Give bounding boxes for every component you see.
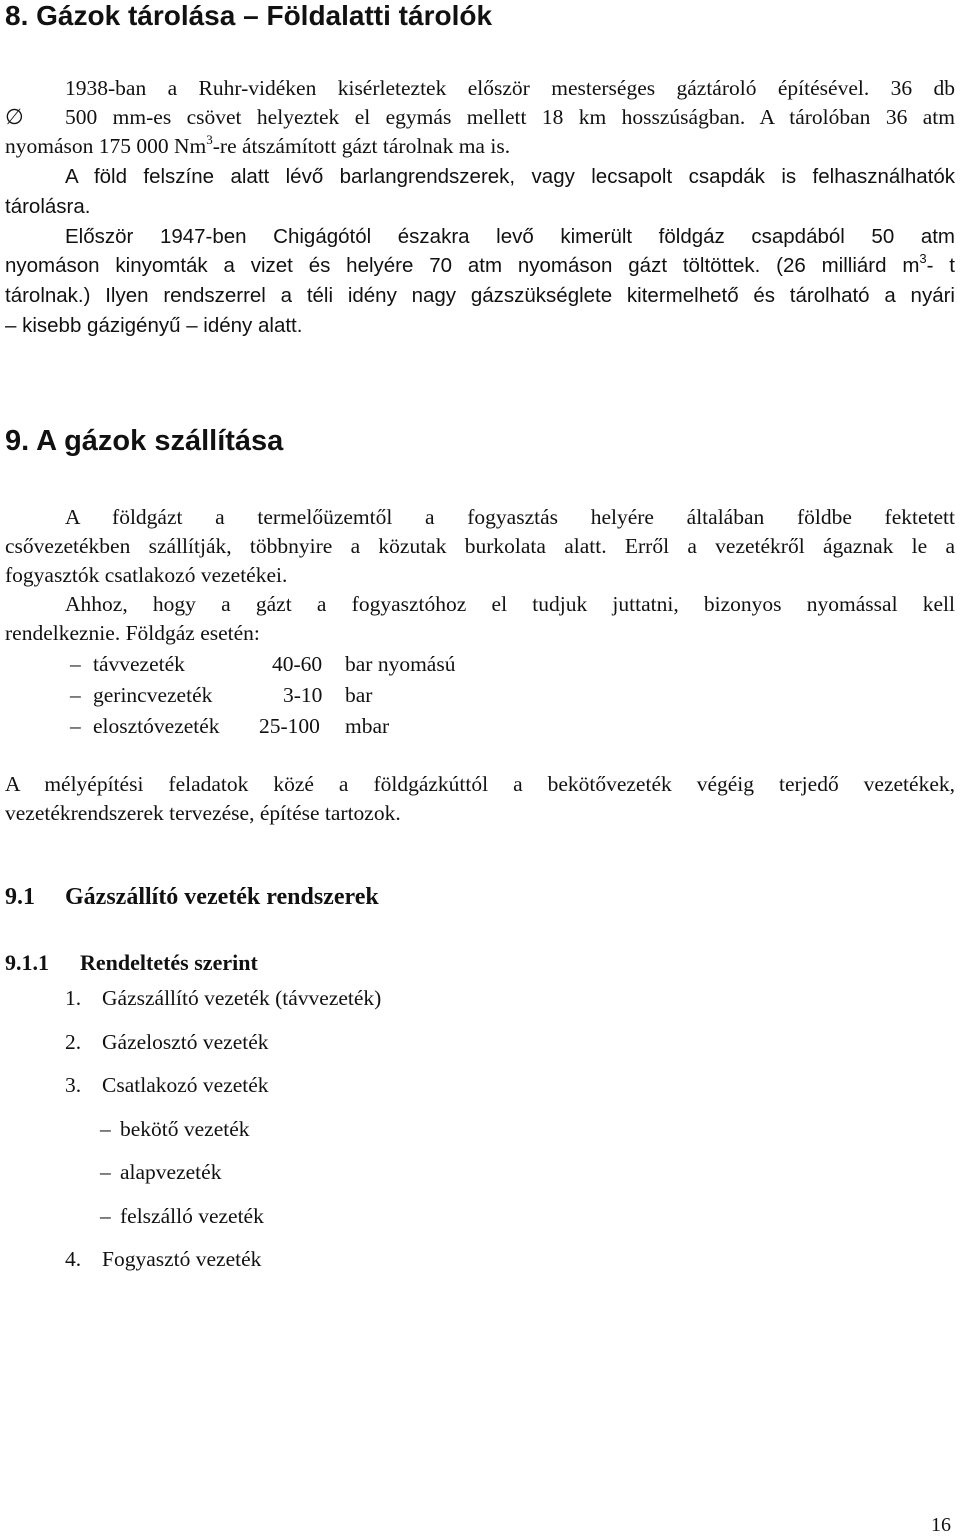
section-9-1-1-heading: Rendeltetés szerint: [80, 950, 258, 975]
pressure-range: 3-10: [283, 683, 323, 707]
pressure-dash: –: [70, 683, 81, 707]
page-number: 16: [931, 1514, 951, 1536]
section-9-1-1-number: 9.1.1: [5, 950, 49, 975]
s8-p2-line1: A föld felszíne alatt lévő barlangrendszerek, vagy lecsapolt csapdák is felhasználhatók: [65, 165, 955, 188]
section-9-heading: 9. A gázok szállítása: [5, 425, 284, 457]
pressure-range: 40-60: [272, 652, 323, 676]
s8-p3-line4: – kisebb gázigényű – idény alatt.: [5, 314, 303, 337]
pressure-dash: –: [70, 714, 81, 738]
diameter-symbol: ∅: [5, 105, 24, 129]
s8-p1-line2: 500 mm-es csövet helyeztek el egymás mellett 18 km hosszúságban. A tárolóban 36 atm: [65, 105, 955, 129]
s8-p3-line3: tárolnak.) Ilyen rendszerrel a téli idény nagy gázszükséglete kitermelhető és tárolható a nyári: [5, 284, 955, 307]
section-9-1-heading: Gázszállító vezeték rendszerek: [65, 884, 379, 910]
sublist-item: bekötő vezeték: [120, 1117, 250, 1141]
list-item: Gázszállító vezeték (távvezeték): [102, 986, 382, 1010]
sublist-dash: –: [100, 1160, 111, 1184]
pressure-dash: –: [70, 652, 81, 676]
s8-p1-line3: nyomáson 175 000 Nm$^3$-re átszámított gázt tárolnak ma is.: [5, 132, 511, 158]
s9-p1-line2: csővezetékben szállítják, többnyire a közutak burkolata alatt. Erről a vezetékről ágaznak le a: [5, 534, 955, 558]
pressure-name: távvezeték: [93, 652, 185, 676]
list-item-number: 3.: [65, 1073, 82, 1097]
sublist-dash: –: [100, 1204, 111, 1228]
s8-p1-line1: 1938-ban a Ruhr-vidéken kisérleteztek először mesterséges gáztároló építésével. 36 db: [65, 76, 955, 100]
pressure-range: 25-100: [259, 714, 320, 738]
section-8-heading: 8. Gázok tárolása – Földalatti tárolók: [5, 0, 493, 31]
sublist-item: felszálló vezeték: [120, 1204, 264, 1228]
s8-p3-line2: nyomáson kinyomták a vizet és helyére 70 atm nyomáson gázt töltöttek. (26 milliárd $m^3-$ t: [5, 251, 956, 277]
list-item: Gázelosztó vezeték: [102, 1030, 269, 1054]
s9-p3-line2: vezetékrendszerek tervezése, építése tartozok.: [5, 801, 401, 825]
list-item-number: 2.: [65, 1030, 82, 1054]
s9-p3-line1: A mélyépítési feladatok közé a földgázkúttól a bekötővezeték végéig terjedő vezetékek,: [5, 772, 955, 796]
s9-p1-line3: fogyasztók csatlakozó vezetékei.: [5, 563, 288, 587]
list-item: Csatlakozó vezeték: [102, 1073, 269, 1097]
s8-p3-line1: Először 1947-ben Chigágótól északra levő kimerült földgáz csapdából 50 atm: [65, 225, 955, 248]
pressure-unit: bar nyomású: [345, 652, 456, 676]
s8-p2-line2: tárolásra.: [5, 195, 91, 218]
section-9-1-number: 9.1: [5, 884, 35, 910]
pressure-unit: mbar: [345, 714, 390, 738]
pressure-name: gerincvezeték: [93, 683, 213, 707]
sublist-dash: –: [100, 1117, 111, 1141]
s9-p2-line2: rendelkeznie. Földgáz esetén:: [5, 621, 260, 645]
pressure-unit: bar: [345, 683, 373, 707]
s9-p1-line1: A földgázt a termelőüzemtől a fogyasztás helyére általában földbe fektetett: [65, 505, 955, 529]
list-item-number: 4.: [65, 1247, 82, 1271]
s9-p2-line1: Ahhoz, hogy a gázt a fogyasztóhoz el tudjuk juttatni, bizonyos nyomással kell: [65, 592, 955, 616]
list-item-number: 1.: [65, 986, 82, 1010]
sublist-item: alapvezeték: [120, 1160, 222, 1184]
list-item: Fogyasztó vezeték: [102, 1247, 262, 1271]
pressure-name: elosztóvezeték: [93, 714, 220, 738]
